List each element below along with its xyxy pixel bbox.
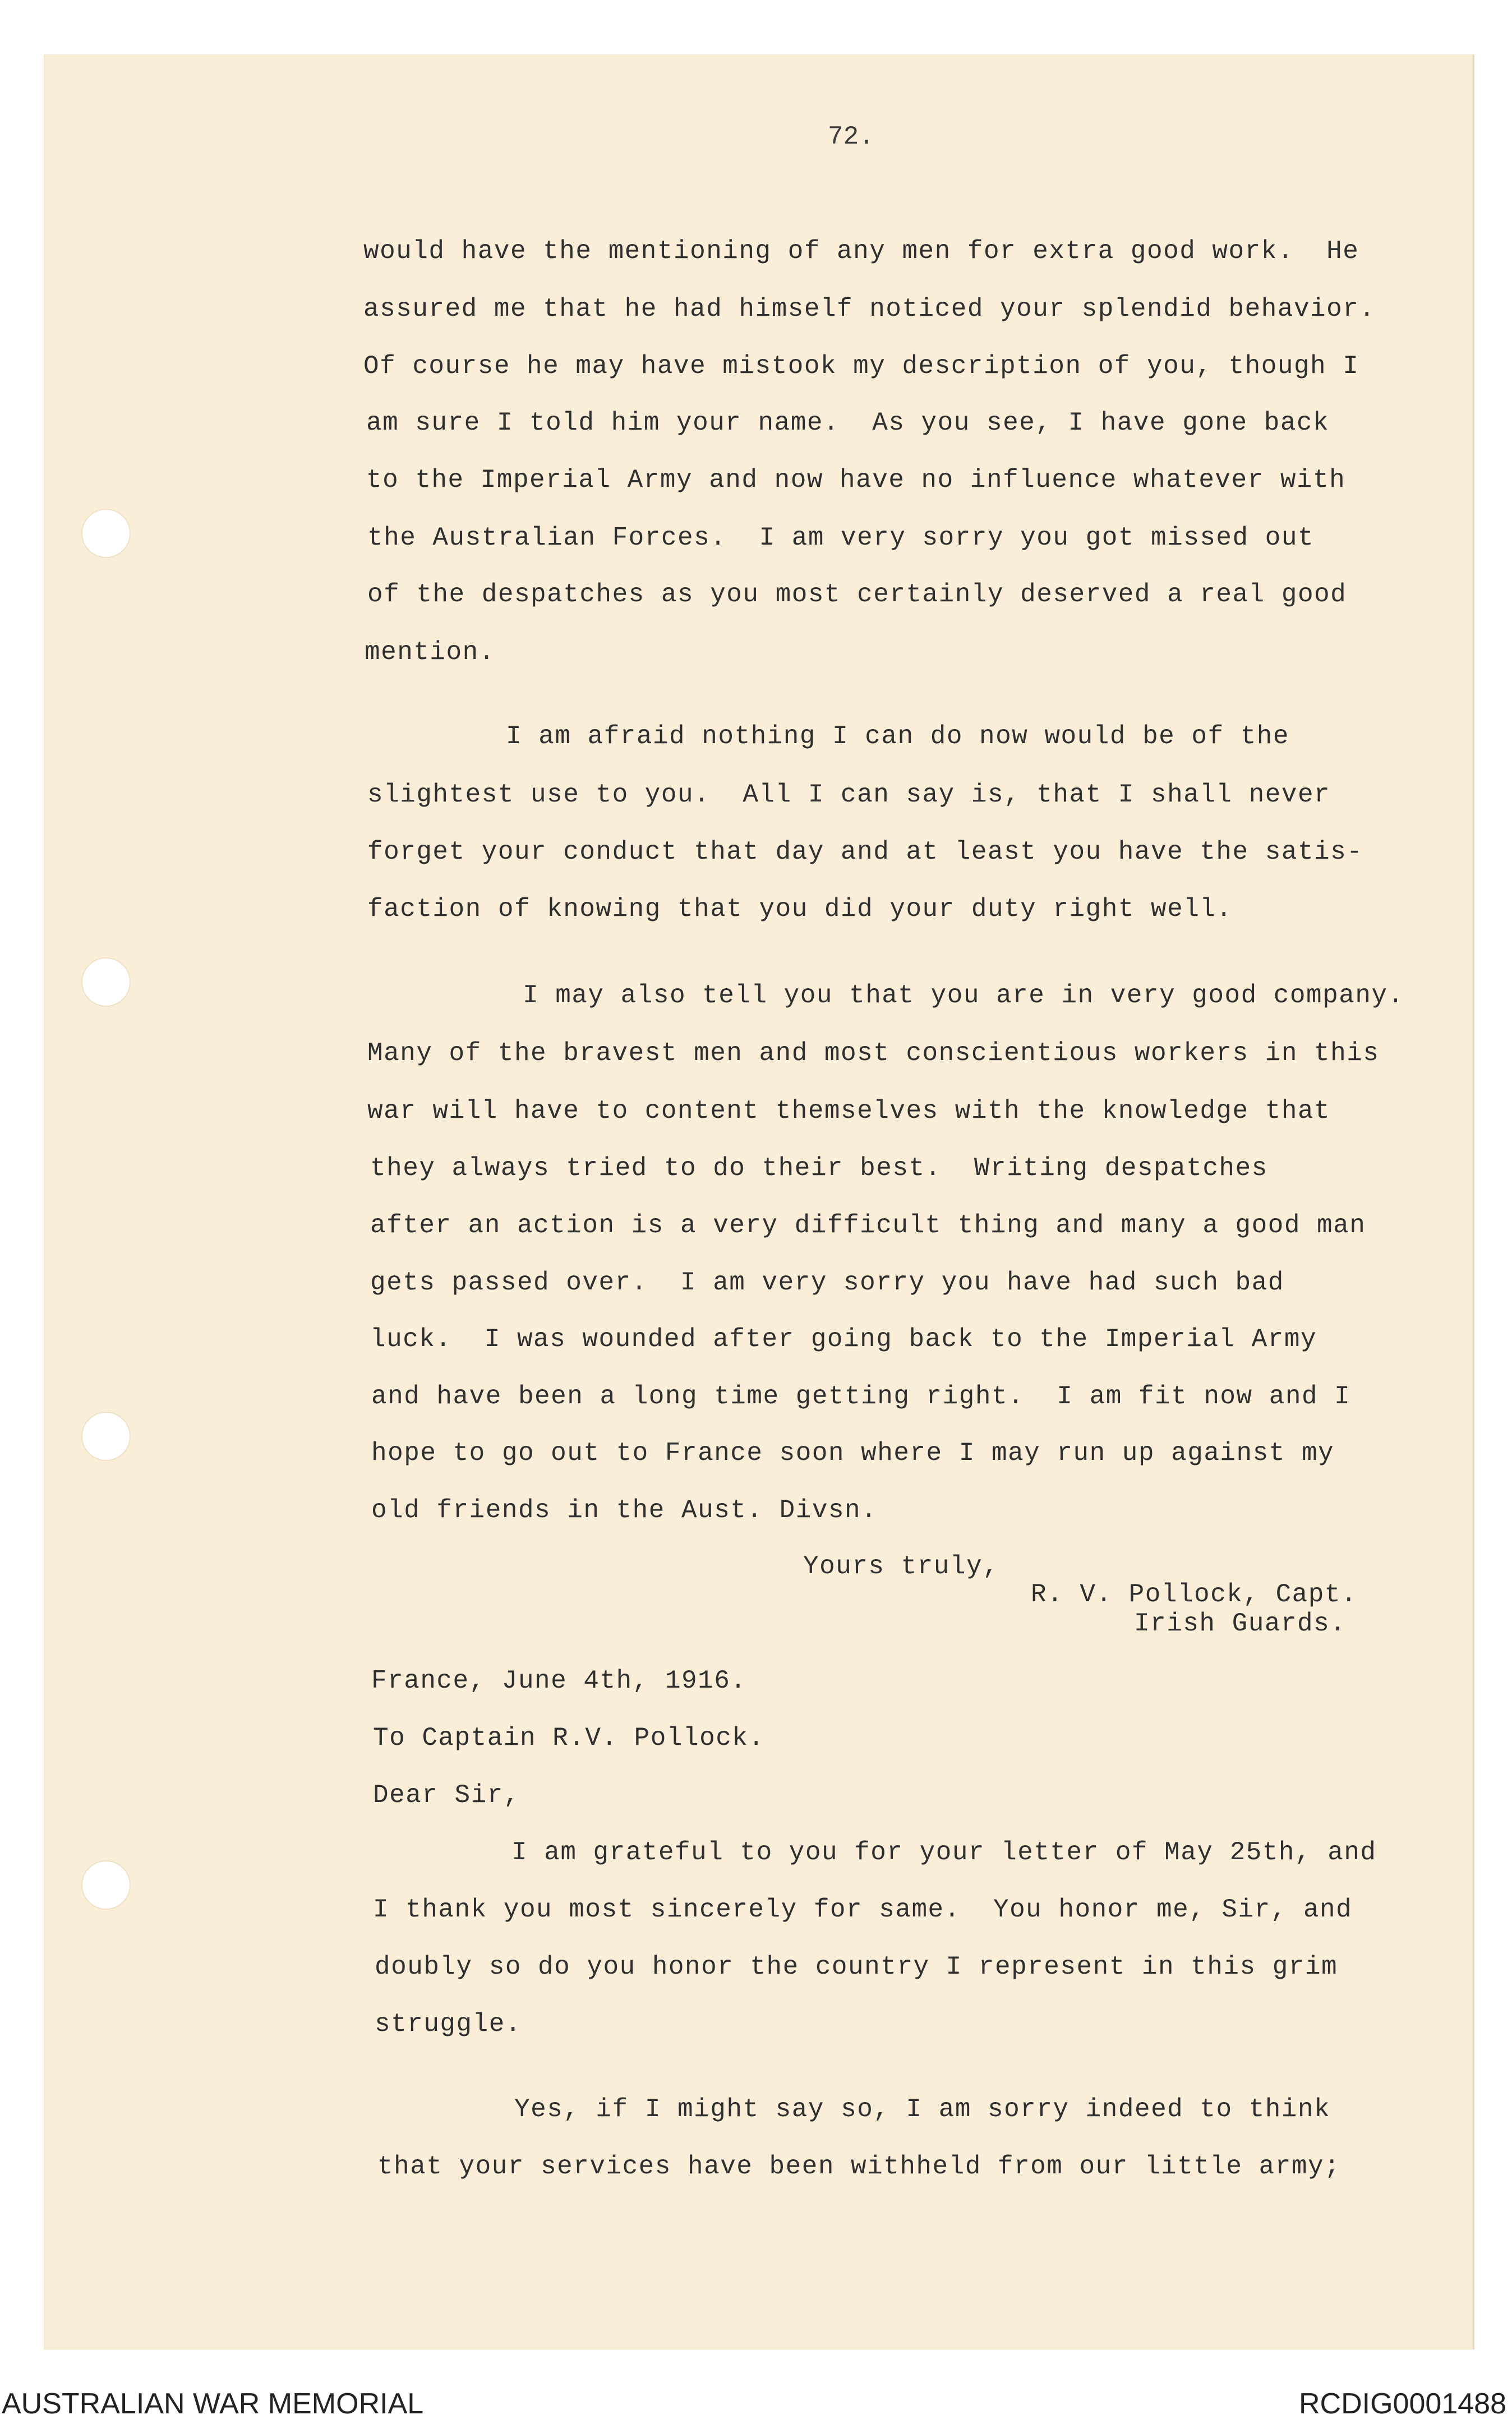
text-line: assured me that he had himself noticed your splendid behavior. (363, 294, 1376, 324)
text-line: slightest use to you. All I can say is, that I shall never (367, 780, 1331, 809)
text-line: after an action is a very difficult thing and many a good man (370, 1211, 1366, 1240)
text-line: I am grateful to you for your letter of May 25th, and (511, 1838, 1377, 1867)
text-line: and have been a long time getting right. I am fit now and I (371, 1382, 1351, 1411)
closing: Yours truly, (803, 1552, 999, 1581)
text-line: Of course he may have mistook my description of you, though I (363, 352, 1359, 381)
letter-recipient: To Captain R.V. Pollock. (373, 1724, 765, 1753)
punch-hole (82, 510, 130, 557)
record-identifier: RCDIG0001488 (1299, 2388, 1506, 2420)
text-line: would have the mentioning of any men for extra good work. He (363, 237, 1359, 266)
text-line: I thank you most sincerely for same. You honor me, Sir, and (373, 1895, 1353, 1924)
text-line: old friends in the Aust. Divsn. (371, 1496, 878, 1525)
document-page (44, 54, 1474, 2349)
text-line: struggle. (375, 2010, 522, 2039)
text-line: doubly so do you honor the country I represent in this grim (375, 1952, 1338, 1982)
signature-name: R. V. Pollock, Capt. (1031, 1580, 1358, 1609)
text-line: Many of the bravest men and most conscientious workers in this (367, 1039, 1380, 1068)
text-line: I am afraid nothing I can do now would be of the (506, 722, 1290, 751)
text-line: war will have to content themselves with the knowledge that (367, 1096, 1331, 1126)
letter-date: France, June 4th, 1916. (371, 1666, 747, 1695)
text-line: the Australian Forces. I am very sorry you got missed out (367, 523, 1315, 552)
text-line: faction of knowing that you did your duty right well. (367, 895, 1233, 924)
text-line: Yes, if I might say so, I am sorry indeed to think (514, 2095, 1331, 2124)
text-line: mention. (365, 638, 495, 667)
text-line: gets passed over. I am very sorry you have had such bad (370, 1268, 1284, 1297)
letter-salutation: Dear Sir, (373, 1781, 520, 1810)
text-line: that your services have been withheld from our little army; (377, 2152, 1341, 2181)
punch-hole (82, 959, 130, 1006)
punch-hole (82, 1413, 130, 1460)
text-line: luck. I was wounded after going back to the Imperial Army (370, 1325, 1317, 1354)
page-number: 72. (828, 122, 874, 151)
text-line: am sure I told him your name. As you see, I have gone back (366, 408, 1330, 437)
text-line: they always tried to do their best. Writing despatches (370, 1154, 1268, 1183)
punch-hole (82, 1861, 130, 1909)
institution-credit: AUSTRALIAN WAR MEMORIAL (2, 2388, 424, 2420)
text-line: hope to go out to France soon where I may run up against my (371, 1439, 1335, 1468)
signature-unit: Irish Guards. (1134, 1609, 1347, 1638)
text-line: of the despatches as you most certainly deserved a real good (367, 580, 1347, 609)
text-line: I may also tell you that you are in very good company. (523, 981, 1404, 1010)
text-line: forget your conduct that day and at least you have the satis- (367, 837, 1363, 867)
text-line: to the Imperial Army and now have no influence whatever with (366, 466, 1346, 495)
